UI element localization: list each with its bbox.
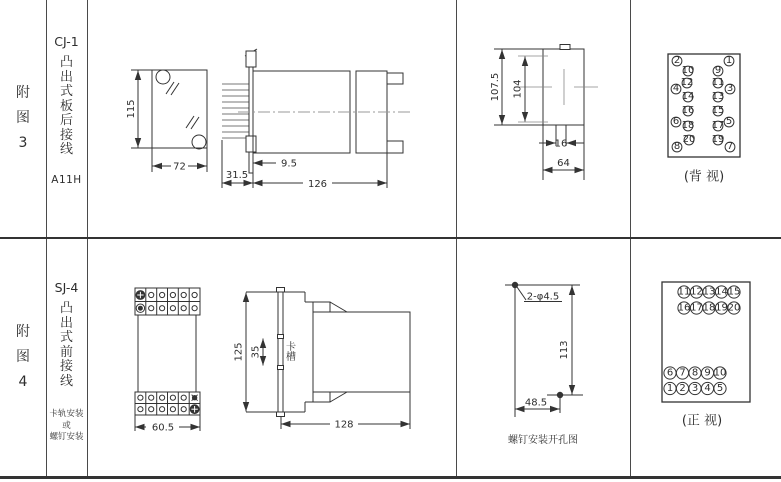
terminal-number: 13 — [702, 286, 716, 298]
terminal-number: 6 — [672, 116, 680, 128]
terminal-number: 16 — [681, 105, 695, 117]
dim-front-offset: 9.5 — [281, 158, 297, 170]
terminal-number: 9 — [704, 367, 711, 379]
model-name-row2: SJ-4 — [54, 280, 79, 295]
mount-note-line: 卡轨安装 — [49, 409, 84, 419]
hole-spec-label: 2-φ4.5 — [526, 291, 560, 303]
dim-drill-horizontal: 48.5 — [524, 397, 548, 409]
terminal-number: 7 — [679, 367, 686, 379]
terminal-back-view — [630, 0, 781, 237]
wiring-type-label-row2: 凸出式前接线 — [59, 301, 73, 389]
terminal-number: 18 — [681, 120, 695, 132]
terminal-number: 3 — [726, 83, 734, 95]
wiring-type-label-row1: 凸出式板后接线 — [59, 55, 73, 157]
dim-slot-height: 35 — [250, 345, 262, 359]
terminal-number: 5 — [725, 116, 733, 128]
model-name-row1: CJ-1 — [54, 34, 79, 49]
terminal-number: 1 — [666, 383, 674, 395]
dim-din-width: 60.5 — [151, 422, 175, 434]
back-view-caption: (背 视) — [683, 169, 725, 185]
din-front-view-drawing — [135, 288, 200, 431]
sj4-side-view-drawing — [246, 288, 410, 430]
slot-label-char1: 卡 — [286, 342, 296, 353]
dim-drill-vertical: 113 — [559, 340, 570, 360]
terminal-number: 8 — [673, 141, 681, 153]
terminal-number: 17 — [690, 302, 703, 314]
terminal-number: 3 — [691, 383, 699, 395]
terminal-number: 13 — [711, 91, 725, 103]
model-code-row1: A11H — [51, 173, 82, 186]
terminal-number: 10 — [713, 367, 727, 379]
dim-cutout-notch: 16 — [554, 138, 568, 150]
terminal-number: 18 — [702, 302, 716, 314]
terminal-number: 20 — [727, 302, 741, 314]
panel-cutout-drawing — [456, 0, 630, 237]
sj4-dimension-drawings — [87, 238, 456, 478]
terminal-number: 9 — [714, 65, 722, 77]
slot-label-char2: 槽 — [286, 352, 296, 363]
mount-notes — [49, 409, 83, 444]
dim-cutout-total-height: 107.5 — [490, 72, 501, 102]
dimension-labels-drill — [508, 292, 578, 447]
dimension-labels-row1-main — [126, 99, 332, 190]
terminal-numbers-back — [673, 55, 733, 152]
hatch-marks — [166, 82, 199, 129]
terminal-screws-bottom — [138, 395, 199, 414]
terminal-number: 12 — [680, 77, 694, 89]
terminal-front-view — [630, 238, 781, 478]
terminal-number: 5 — [716, 383, 724, 395]
figure-index-label-row2: 附图4 — [15, 324, 30, 390]
terminal-number: 2 — [679, 383, 686, 395]
dim-length: 126 — [307, 179, 328, 190]
drill-caption: 螺钉安装开孔图 — [508, 435, 578, 446]
terminal-number: 14 — [681, 91, 695, 103]
dim-behind-panel: 31.5 — [225, 170, 249, 181]
drill-template-drawing — [456, 238, 630, 478]
terminal-number: 11 — [677, 286, 691, 298]
figure-index-cell-row1 — [0, 0, 46, 237]
model-cell-row1 — [46, 0, 87, 237]
plate-front-view-drawing — [131, 70, 207, 172]
cutout-outline — [494, 45, 598, 181]
dim-sj4-height: 125 — [233, 342, 245, 362]
mount-note-line: 或 — [62, 420, 71, 431]
dim-front-width: 72 — [173, 161, 186, 173]
relay-side-view-drawing — [222, 49, 412, 188]
terminal-number: 6 — [666, 367, 674, 379]
terminal-pins — [222, 84, 250, 138]
terminal-number: 14 — [715, 286, 728, 298]
terminal-number: 4 — [672, 83, 680, 95]
terminal-number: 20 — [682, 134, 696, 146]
terminal-number: 10 — [681, 65, 695, 77]
terminal-numbers-front — [667, 287, 741, 395]
dim-front-height: 115 — [126, 99, 137, 119]
dimension-labels-row2-main — [146, 340, 358, 434]
center-marks — [514, 56, 598, 122]
terminal-number: 1 — [725, 55, 733, 67]
mount-note-line: 螺钉安装 — [49, 432, 84, 442]
terminal-number: 7 — [726, 141, 734, 153]
dim-cutout-width: 64 — [557, 158, 570, 169]
terminal-number: 17 — [711, 120, 725, 132]
terminal-number: 8 — [691, 367, 699, 379]
figure-index-cell-row2 — [0, 238, 46, 477]
terminal-number: 11 — [711, 77, 725, 89]
dim-cutout-hole-height: 104 — [512, 79, 524, 99]
terminal-number: 12 — [690, 286, 703, 298]
terminal-number: 2 — [673, 55, 681, 67]
terminal-number: 4 — [704, 383, 711, 395]
model-cell-row2 — [46, 238, 87, 477]
dim-sj4-length: 128 — [334, 419, 354, 431]
terminal-number: 19 — [715, 302, 728, 314]
drill-hole-bottom — [557, 392, 562, 397]
terminal-number: 15 — [727, 286, 741, 298]
figure-index-label-row1: 附图3 — [15, 85, 30, 151]
cj1-dimension-drawings — [87, 0, 456, 237]
terminal-number: 16 — [677, 302, 691, 314]
terminal-number: 19 — [711, 134, 725, 146]
terminal-number: 15 — [711, 105, 725, 117]
front-view-caption: (正 视) — [681, 413, 723, 429]
